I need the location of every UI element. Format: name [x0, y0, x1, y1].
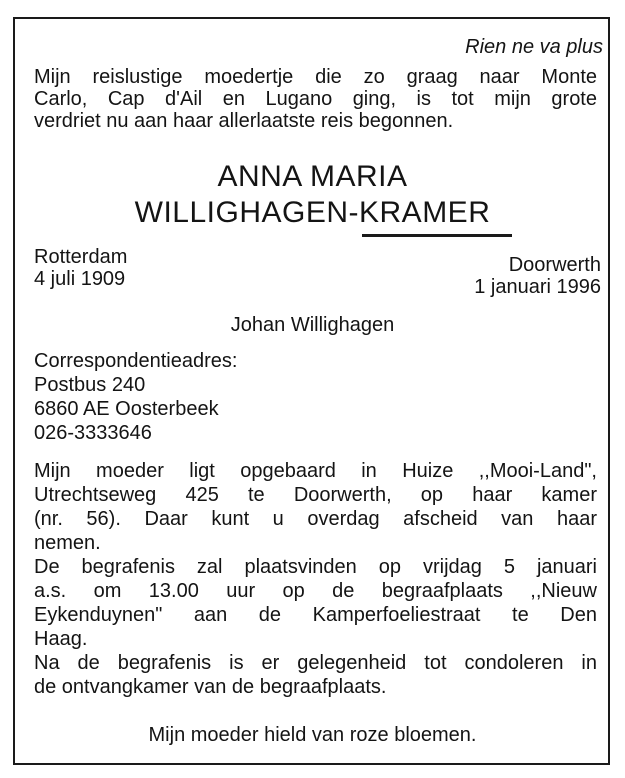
deceased-surname: WILLIGHAGEN-KRAMER [134, 196, 491, 229]
deceased-given-names: ANNA MARIA [217, 160, 408, 193]
motto: Rien ne va plus [465, 36, 603, 58]
phone-number: 026-3333646 [34, 422, 152, 444]
body-line: nemen. [34, 532, 101, 554]
death-date: 1 januari 1996 [474, 276, 601, 298]
body-line: De begrafenis zal plaatsvinden op vrijdag 5 januari [34, 556, 597, 578]
body-line: a.s. om 13.00 uur op de begraafplaats ,,Nieuw [34, 580, 597, 602]
address-line: 6860 AE Oosterbeek [34, 398, 219, 420]
body-line: de ontvangkamer van de begraafplaats. [34, 676, 387, 698]
body-line: Haag. [34, 628, 88, 650]
intro-line: Carlo, Cap d'Ail en Lugano ging, is tot mijn grote [34, 88, 597, 110]
name-underline [362, 234, 512, 237]
address-heading: Correspondentieadres: [34, 350, 238, 372]
body-line: Mijn moeder ligt opgebaard in Huize ,,Mooi-Land", [34, 460, 597, 482]
body-line: Na de begrafenis is er gelegenheid tot condoleren in [34, 652, 597, 674]
intro-line: verdriet nu aan haar allerlaatste reis begonnen. [34, 110, 454, 132]
intro-line: Mijn reislustige moedertje die zo graag naar Monte [34, 66, 597, 88]
address-line: Postbus 240 [34, 374, 146, 396]
body-line: (nr. 56). Daar kunt u overdag afscheid van haar [34, 508, 597, 530]
death-place: Doorwerth [508, 254, 601, 276]
body-line: Eykenduynen" aan de Kamperfoeliestraat te Den [34, 604, 597, 626]
signatory: Johan Willighagen [230, 314, 395, 336]
closing-line: Mijn moeder hield van roze bloemen. [148, 724, 477, 746]
birth-place: Rotterdam [34, 246, 128, 268]
birth-date: 4 juli 1909 [34, 268, 126, 290]
body-line: Utrechtseweg 425 te Doorwerth, op haar kamer [34, 484, 597, 506]
